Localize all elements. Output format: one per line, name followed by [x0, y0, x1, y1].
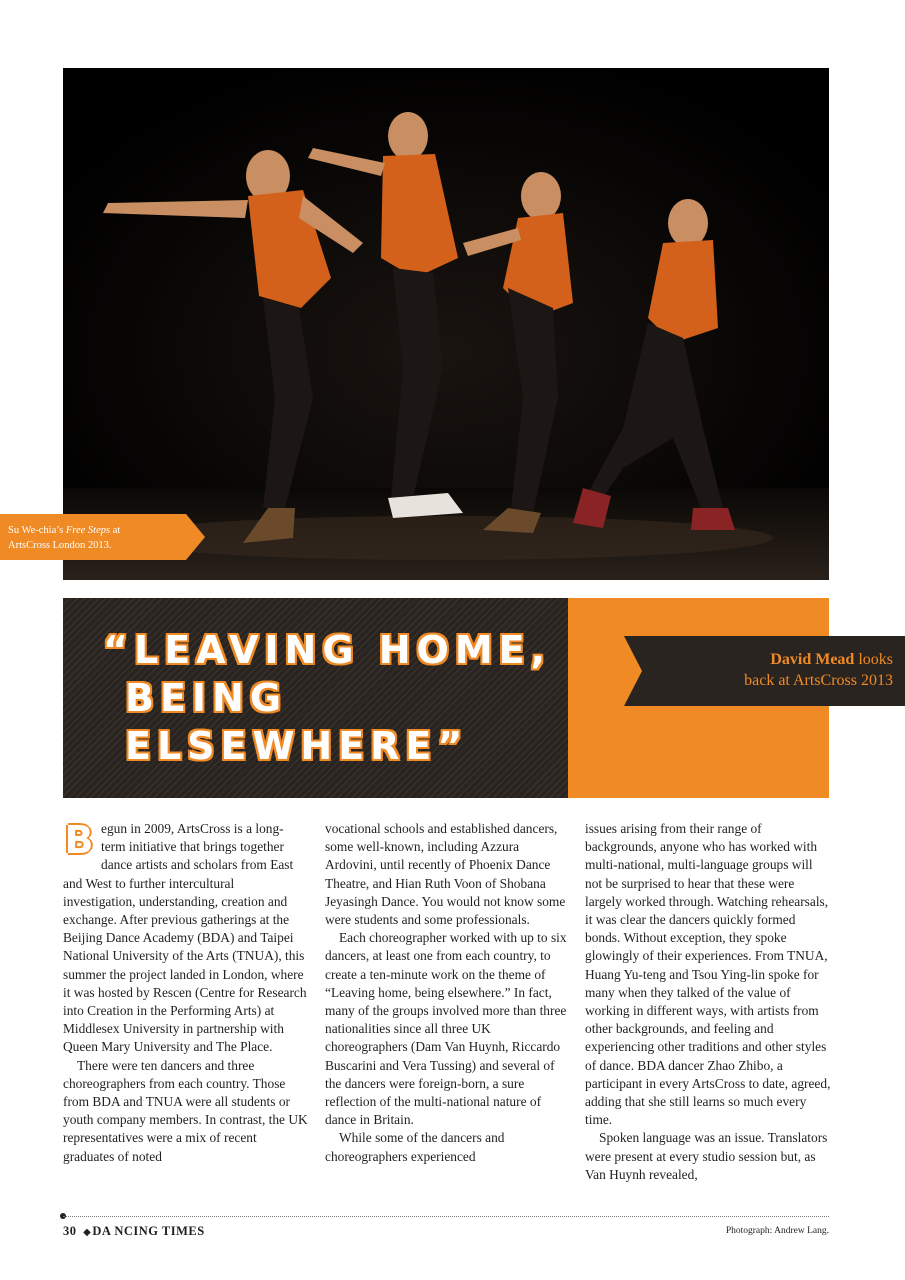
paragraph-continued: issues arising from their range of backgrounds, anyone who has worked with multi-national, multi-language groups will not be surprised to hear that these were largely worked through. Watching rehearsals, it was clear the dancers quickly formed bonds. Without exception, they spoke glowingly of their experiences. From TNUA, Huang Yu-teng and Tsou Ying-lin spoke for many when they talked of the value of working in different ways, with artists from other backgrounds, and feeling and experiencing other traditions and other styles of dance. BDA dancer Zhao Zhibo, a participant in every ArtsCross to date, agreed, adding that she still learns so much every time. [585, 821, 831, 1128]
byline-text [648, 649, 893, 691]
caption-line1-start: Su We-chia’s [8, 525, 66, 536]
byline-line1-rest: looks [854, 651, 893, 668]
headline-line1: “LEAVING HOME, [103, 628, 552, 672]
photo-credit: Photograph: Andrew Lang. [725, 1226, 829, 1236]
byline [624, 636, 905, 706]
paragraph [63, 820, 308, 1057]
photo-caption [0, 514, 205, 560]
headline [103, 626, 573, 770]
article-column-1 [63, 820, 308, 1166]
article-column-2 [325, 820, 570, 1166]
caption-line2: ArtsCross London 2013. [8, 540, 112, 551]
page-number: 30 [63, 1224, 77, 1238]
author-name: David Mead [770, 651, 855, 668]
article-body [63, 820, 831, 1210]
paragraph: Each choreographer worked with up to six dancers, at least one from each country, to create a ten-minute work on the theme of “Leaving home, being elsewhere.” In fact, many of the groups involved more than three nationalities since all three UK choreographers (Dam Van Huynh, Riccardo Buscarini and Vera Tussing) and several of the dancers were foreign-born, a sure reflection of the multi-national nature of dance in Britain. [325, 930, 567, 1128]
magazine-name-part1: DA [92, 1224, 111, 1238]
drop-cap: B [64, 818, 94, 862]
paragraph: Spoken language was an issue. Translators were present at every studio session but, as Van Huynh revealed, [585, 1130, 828, 1182]
paragraph: There were ten dancers and three choreographers from each country. Those from BDA and TNUA were all students or youth company members. In contrast, the UK representatives were a mix of recent graduates of noted [63, 1057, 308, 1164]
paragraph: While some of the dancers and choreographers experienced [325, 1130, 505, 1164]
dancers-illustration [63, 68, 829, 580]
folio [63, 1224, 205, 1239]
magazine-name-part2: NCING TIMES [114, 1224, 205, 1238]
title-panel [63, 598, 568, 798]
paragraph-continued: vocational schools and established dancers, some well-known, including Azzura Ardovini, until recently of Phoenix Dance Theatre, and Hian Ruth Voon of Shobana Jeyasingh Dance. You would not know some were students and some professionals. [325, 821, 566, 928]
byline-line2: back at ArtsCross 2013 [744, 672, 893, 689]
caption-line1-end: at [110, 525, 121, 536]
paragraph-text: egun in 2009, ArtsCross is a long-term initiative that brings together dance artists and scholars from East and West to further intercultural investigation, understanding, creation and exchange. After previous gatherings at the Beijing Dance Academy (BDA) and Taipei National University of the Arts (TNUA), this summer the project landed in London, where it was hosted by Rescen (Centre for Research into Creation in the Performing Arts) at Middlesex University in partnership with Queen Mary University and The Place. [63, 821, 307, 1055]
headline-line3: ELSEWHERE” [125, 724, 469, 768]
headline-line2: BEING [125, 676, 288, 720]
caption-text [8, 523, 120, 553]
magazine-logo-icon: ◆ [83, 1227, 92, 1238]
dance-photo [63, 68, 829, 580]
caption-work-title: Free Steps [65, 525, 111, 536]
article-column-3 [585, 820, 831, 1184]
footer-rule [63, 1216, 829, 1217]
